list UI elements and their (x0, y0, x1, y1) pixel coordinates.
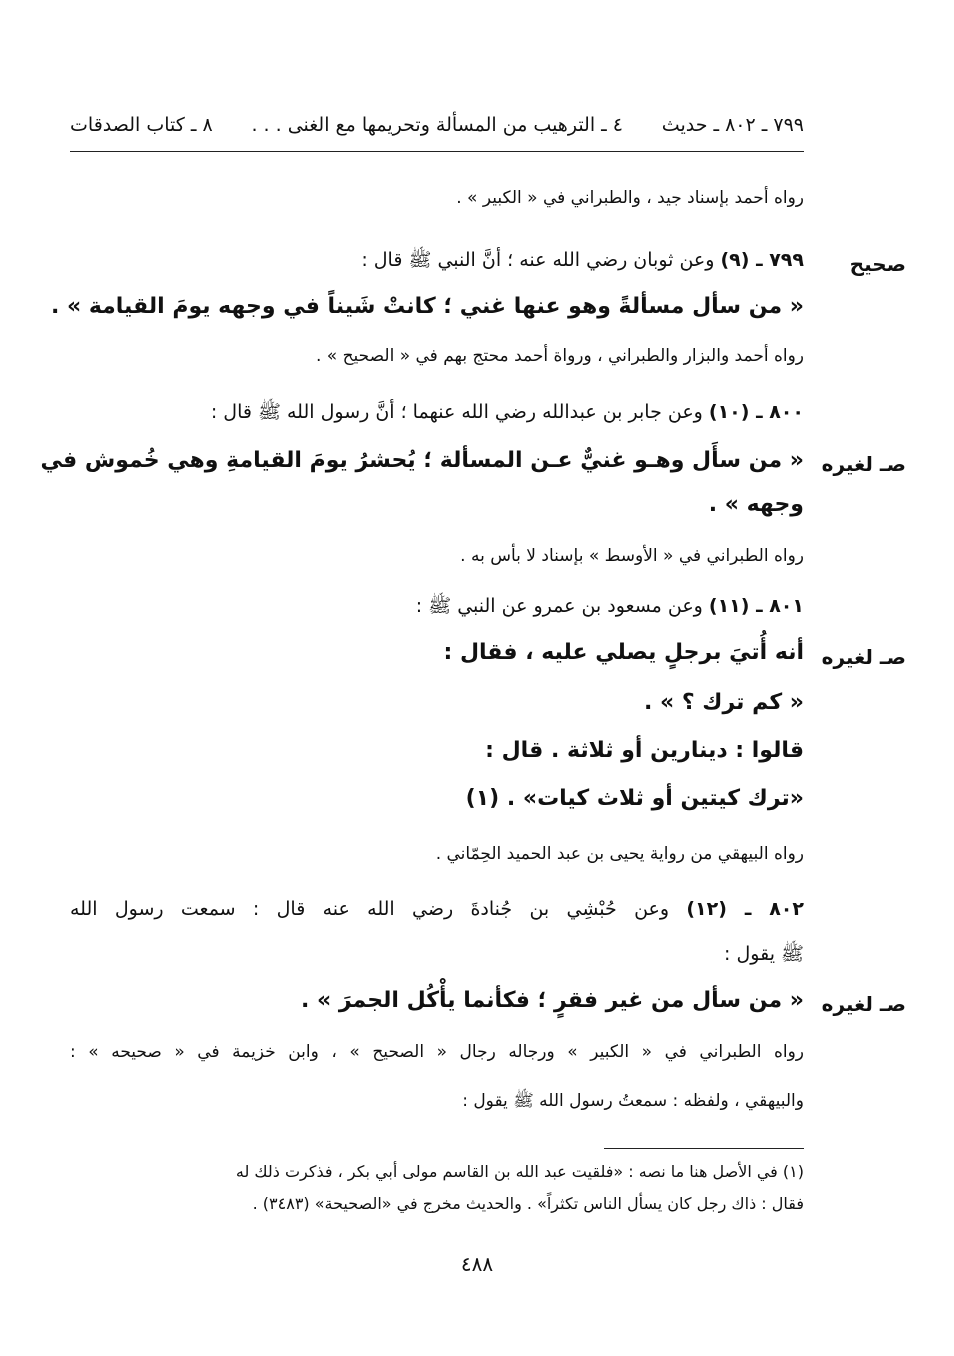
hadith-800-matn-line2: وجهه » . (708, 492, 804, 517)
grade-label: صـ لغيره (821, 452, 906, 476)
hadith-number: ٨٠٢ ـ (١٢) (686, 898, 804, 920)
footnote-divider (604, 1148, 804, 1149)
footnote-line: فقال : ذاك رجل كان يسأل الناس تكثراً» . والحديث مخرج في «الصحيحة» (٣٤٨٣) . (252, 1194, 804, 1213)
hadith-800-source: رواه الطبراني في « الأوسط » بإسناد لا بأس به . (460, 546, 804, 566)
footnote-line: (١) في الأصل هنا ما نصه : «فلقيت عبد الله بن القاسم مولى أبي بكر ، فذكرت ذلك له (235, 1162, 804, 1181)
header-chapter: ٨ ـ كتاب الصدقات (70, 114, 213, 136)
header-hadith-range: ٧٩٩ ـ ٨٠٢ ـ حديث (661, 114, 804, 136)
hadith-800-intro (211, 400, 804, 428)
grade-label: صـ لغيره (821, 645, 906, 669)
hadith-number: ٨٠١ ـ (١١) (708, 595, 804, 617)
grade-label: صحيح (849, 252, 906, 276)
header-section: ٤ ـ الترهيب من المسألة وتحريمها مع الغنى . . . (251, 114, 623, 136)
hadith-799-source: رواه أحمد والبزار والطبراني ، ورواة أحمد محتج بهم في « الصحيح » . (315, 346, 804, 366)
grade-label: صـ لغيره (821, 992, 906, 1016)
hadith-number: ٧٩٩ ـ (٩) (720, 249, 804, 271)
hadith-801-matn-line1: أنه أُتيَ برجلٍ يصلي عليه ، فقال : (443, 640, 804, 665)
page-number: ٤٨٨ (460, 1252, 494, 1276)
hadith-800-matn-line1: « من سأَل وهـو غنيٌّ عـن المسألة ؛ يُحشرُ يومَ القيامةِ وهي خُموش في (40, 448, 804, 473)
hadith-802-matn: « من سأل من غير فقرٍ ؛ فكأنما يأْكُل الجمرَ » . (300, 988, 804, 1013)
hadith-802-source-line2: والبيهقي ، ولفظه : سمعتُ رسول الله ﷺ يقول : (462, 1091, 804, 1111)
hadith-801-intro (416, 594, 804, 622)
hadith-801-source: رواه البيهقي من رواية يحيى بن عبد الحميد الحِمّاني . (435, 844, 804, 864)
hadith-intro-text: وعن حُبْشِي بن جُنادةَ رضي الله عنه قال : سمعت رسول الله (70, 898, 670, 920)
hadith-801-matn-line2: « كم ترك ؟ » . (644, 690, 804, 715)
hadith-intro-text: وعن جابر بن عبدالله رضي الله عنهما ؛ أنَّ رسول الله ﷺ قال : (210, 401, 703, 423)
hadith-802-intro (70, 898, 804, 920)
hadith-799-matn: « من سأل مسألةً وهو عنها غني ؛ كانتْ شَيناً في وجهه يومَ القيامة » . (50, 294, 804, 319)
source-line: رواه أحمد بإسناد جيد ، والطبراني في « الكبير » . (456, 188, 804, 208)
hadith-799-intro (361, 248, 804, 276)
hadith-number: ٨٠٠ ـ (١٠) (708, 401, 804, 423)
hadith-801-matn-line3: قالوا : دينارين أو ثلاثة . قال : (485, 738, 804, 763)
running-header (70, 108, 804, 142)
hadith-802-intro-line2: ﷺ يقول : (724, 943, 804, 965)
hadith-intro-text: وعن مسعود بن عمرو عن النبي ﷺ : (415, 595, 703, 617)
hadith-801-matn-line4: «ترك كيتين أو ثلاث كيات» . (١) (465, 786, 804, 811)
hadith-intro-text: وعن ثوبان رضي الله عنه ؛ أنَّ النبي ﷺ قال : (361, 249, 715, 271)
hadith-802-source-line1: رواه الطبراني في « الكبير » ورجاله رجال « الصحيح » ، وابن خزيمة في « صحيحه » : (70, 1042, 804, 1062)
header-divider (70, 151, 804, 152)
